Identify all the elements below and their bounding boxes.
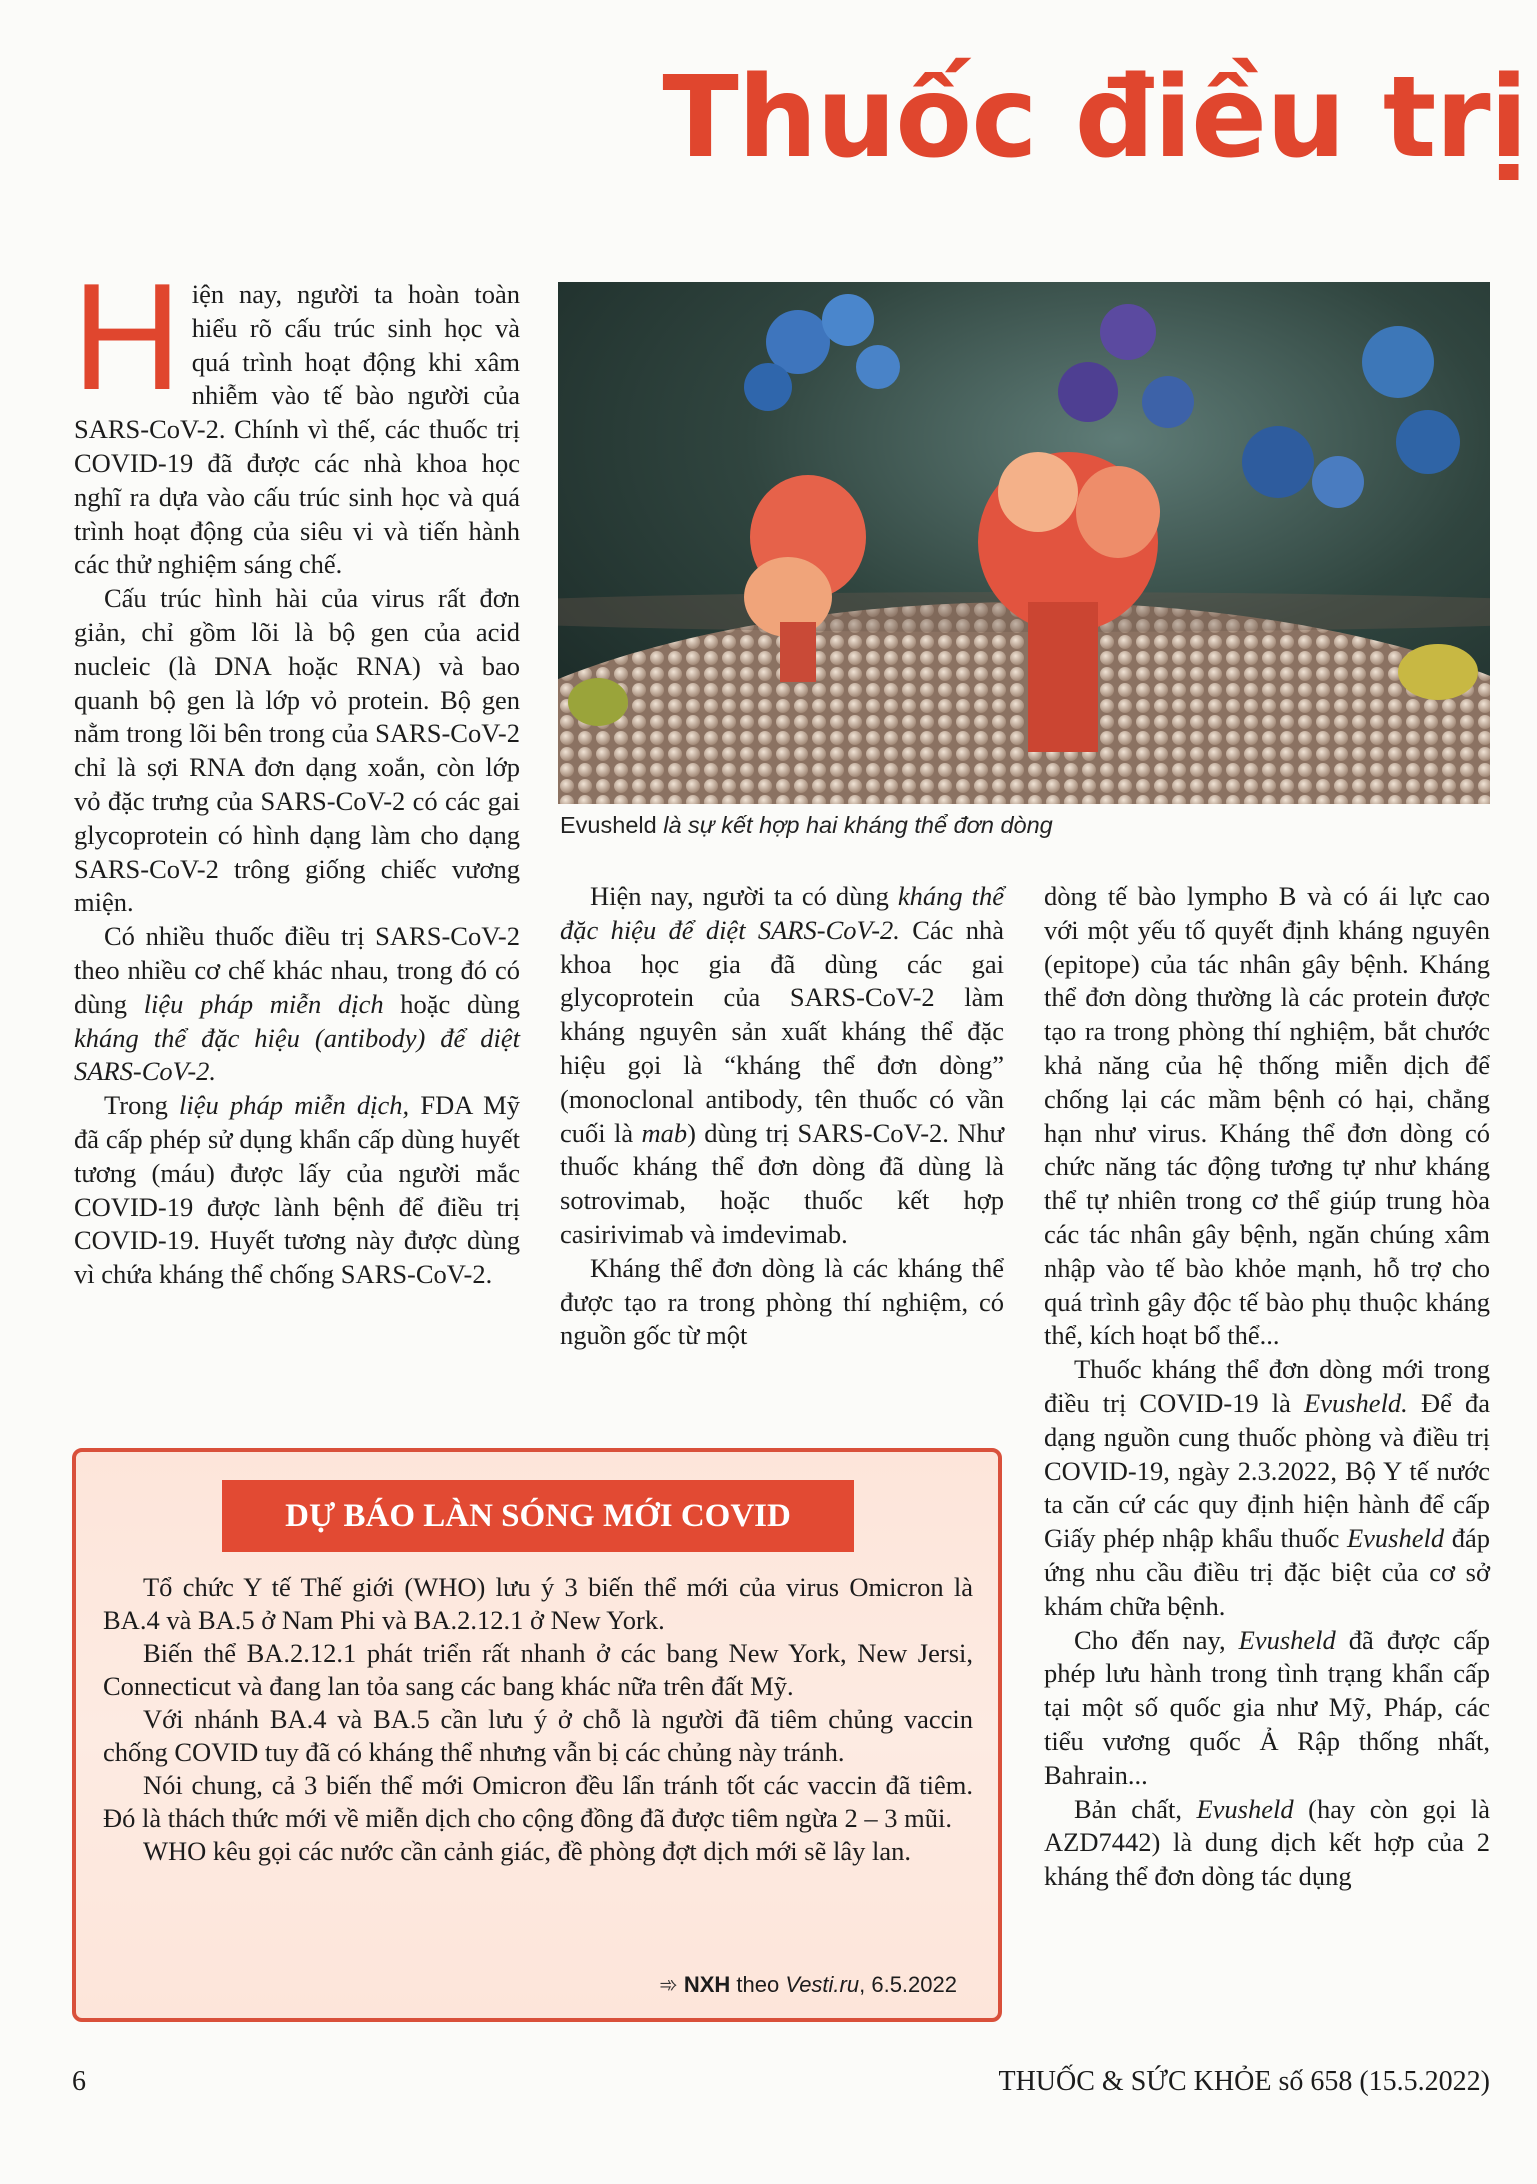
paragraph	[72, 252, 520, 582]
column-3	[1044, 880, 1490, 1894]
sidebar-box-source	[659, 1972, 957, 1998]
paragraph-text: iện nay, người ta hoàn toàn hiểu rõ cấu trúc sinh học và quá trình hoạt động khi xâm nhiễm vào tế bào người của SARS-CoV-2. Chính vì thế, các thuốc trị COVID-19 đã được các nhà khoa học nghĩ ra dựa vào cấu trúc sinh học và quá trình hoạt động của siêu vi và tiến hành các thử nghiệm sáng chế.	[74, 279, 520, 580]
italic-text: kháng thể đặc hiệu để diệt SARS-CoV-2.	[560, 881, 1004, 945]
paragraph: WHO kêu gọi các nước cần cảnh giác, đề phòng đợt dịch mới sẽ lây lan.	[143, 1836, 911, 1866]
paragraph	[74, 920, 520, 1089]
text: đã được cấp phép lưu hành trong tình trạng khẩn cấp tại một số quốc gia như Mỹ, Pháp, các tiểu vương quốc Ả Rập thống nhất, Bahrain...	[1044, 1624, 1490, 1790]
paragraph	[1044, 1353, 1490, 1623]
photo-caption	[560, 812, 1053, 839]
text: Bản chất,	[1074, 1793, 1197, 1824]
paragraph: Với nhánh BA.4 và BA.5 cần lưu ý ở chỗ là người đã tiêm chủng vaccin chống COVID tuy đã có kháng thể nhưng vẫn bị các chủng này tránh.	[103, 1704, 973, 1767]
italic-text: Evusheld	[1346, 1523, 1445, 1554]
paragraph	[560, 880, 1004, 1252]
text: hoặc dùng	[383, 988, 520, 1019]
source-text: theo	[730, 1972, 786, 1997]
text: Có nhiều thuốc điều trị SARS-CoV-2 theo nhiều cơ chế khác nhau, trong đó có dùng	[74, 921, 520, 1019]
italic-text: Evusheld.	[1304, 1387, 1408, 1418]
italic-text: liệu pháp miễn dịch	[143, 988, 384, 1019]
text: Để đa dạng nguồn cung thuốc phòng và điều trị COVID-19, ngày 2.3.2022, Bộ Y tế nước ta căn cứ các quy định hiện hành để cấp Giấy phép nhập khẩu thuốc	[1044, 1387, 1490, 1554]
drop-cap: H	[72, 252, 182, 422]
source-publication: Vesti.ru	[785, 1972, 860, 1997]
text: FDA Mỹ đã cấp phép sử dụng khẩn cấp dùng huyết tương (máu) được lấy của người mắc COVID-19 được lành bệnh để điều trị COVID-19. Huyết tương này được dùng vì chứa kháng thể chống SARS-CoV-2.	[74, 1090, 520, 1290]
italic-text: Evusheld	[1238, 1624, 1336, 1655]
antibody-photo	[558, 282, 1490, 804]
arrow-right-icon: ➾	[659, 1972, 684, 1997]
text: đáp ứng nhu cầu điều trị đặc biệt của cơ sở khám chữa bệnh.	[1044, 1523, 1490, 1621]
source-date: , 6.5.2022	[859, 1972, 957, 1997]
paragraph	[1044, 1624, 1490, 1793]
caption-name: Evusheld	[560, 812, 657, 838]
page-number: 6	[72, 2066, 86, 2097]
publication-footer: THUỐC & SỨC KHỎE số 658 (15.5.2022)	[998, 2066, 1490, 2097]
italic-text: Evusheld	[1196, 1793, 1294, 1824]
paragraph: Biến thể BA.2.12.1 phát triển rất nhanh ở các bang New York, New Jersi, Connecticut và đang lan tỏa sang các bang khác nữa trên đất Mỹ.	[103, 1638, 973, 1701]
column-2	[560, 880, 1004, 1353]
text: (hay còn gọi là AZD7442) là dung dịch kết hợp của 2 kháng thể đơn dòng tác dụng	[1044, 1793, 1491, 1892]
source-author: NXH	[683, 1972, 731, 1997]
sidebar-box-title: DỰ BÁO LÀN SÓNG MỚI COVID	[222, 1480, 854, 1552]
antibody-illustration	[558, 282, 1490, 804]
paragraph: Tổ chức Y tế Thế giới (WHO) lưu ý 3 biến thể mới của virus Omicron là BA.4 và BA.5 ở Nam Phi và BA.2.12.1 ở New York.	[103, 1572, 973, 1635]
article-title: Thuốc điều trị	[662, 53, 1527, 183]
text: Hiện nay, người ta có dùng	[590, 881, 898, 911]
text: Cho đến nay,	[1074, 1624, 1239, 1655]
paragraph	[74, 1089, 520, 1292]
text: Các nhà khoa học gia đã dùng các gai glycoprotein của SARS-CoV-2 làm kháng nguyên sản xuất kháng thể đặc hiệu gọi là “kháng thể đơn dòng” (monoclonal antibody, tên thuốc có vần cuối là	[560, 914, 1004, 1148]
italic-text: liệu pháp miễn dịch,	[179, 1090, 410, 1121]
paragraph: Cấu trúc hình hài của virus rất đơn giản, chỉ gồm lõi là bộ gen của acid nucleic (là DNA hoặc RNA) và bao quanh bộ gen là lớp vỏ protein. Bộ gen nằm trong lõi bên trong của SARS-CoV-2 chỉ là sợi RNA đơn dạng xoắn, còn lớp vỏ đặc trưng của SARS-CoV-2 có các gai glycoprotein có hình dạng làm cho dạng SARS-CoV-2 trông giống chiếc vương miện.	[74, 583, 520, 918]
caption-text: là sự kết hợp hai kháng thể đơn dòng	[656, 812, 1053, 838]
column-1	[72, 252, 520, 1292]
paragraph: Nói chung, cả 3 biến thể mới Omicron đều lẩn tránh tốt các vaccin đã tiêm. Đó là thách thức mới về miễn dịch cho cộng đồng đã được tiêm ngừa 2 – 3 mũi.	[103, 1770, 973, 1833]
paragraph: Kháng thể đơn dòng là các kháng thể được tạo ra trong phòng thí nghiệm, có nguồn gốc từ một	[560, 1252, 1004, 1351]
italic-text: mab	[641, 1117, 688, 1148]
text: ) dùng trị SARS-CoV-2. Như thuốc kháng thể đơn dòng đã dùng là sotrovimab, hoặc thuốc kết hợp casirivimab và imdevimab.	[560, 1117, 1005, 1249]
sidebar-box-body	[103, 1571, 973, 1868]
paragraph: dòng tế bào lympho B và có ái lực cao với một yếu tố quyết định kháng nguyên (epitope) của tác nhân gây bệnh. Kháng thể đơn dòng thường là các protein được tạo ra trong phòng thí nghiệm, bắt chước khả năng của hệ thống miễn dịch để chống lại các mầm bệnh có hại, chẳng hạn như virus. Kháng thể đơn dòng có chức năng tác động tương tự như kháng thể tự nhiên trong cơ thể giúp trung hòa các tác nhân gây bệnh, ngăn chúng xâm nhập vào tế bào khỏe mạnh, hỗ trợ cho quá trình gây độc tế bào phụ thuộc kháng thể, kích hoạt bổ thể...	[1044, 881, 1490, 1351]
text: Thuốc kháng thể đơn dòng mới trong điều trị COVID-19 là	[1044, 1354, 1490, 1418]
italic-text: kháng thể đặc hiệu (antibody) để diệt SARS-CoV-2.	[74, 1022, 520, 1087]
text: Trong	[104, 1090, 180, 1121]
paragraph	[1044, 1793, 1490, 1894]
